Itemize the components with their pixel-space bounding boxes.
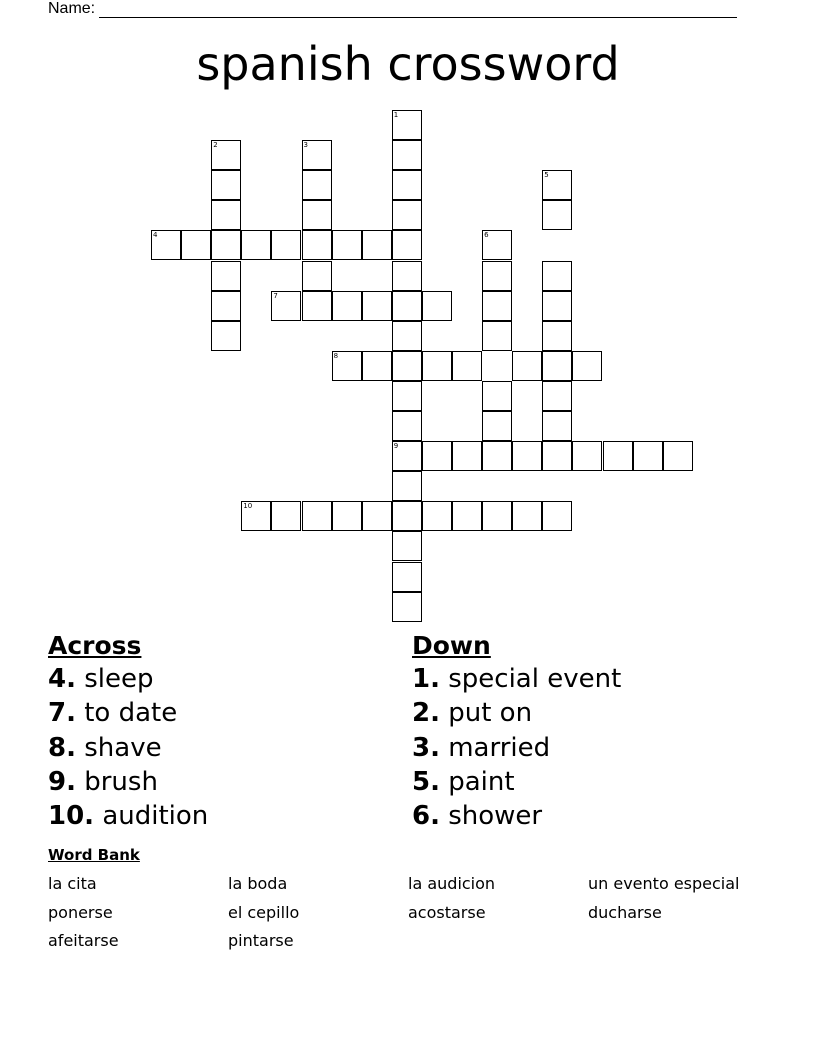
- crossword-cell[interactable]: [512, 351, 542, 381]
- crossword-cell[interactable]: [572, 351, 602, 381]
- crossword-cell[interactable]: [392, 321, 422, 351]
- cell-number: 3: [303, 141, 308, 150]
- word-bank-item: la audicion: [408, 874, 496, 893]
- crossword-cell[interactable]: [362, 291, 392, 321]
- crossword-cell[interactable]: [542, 170, 572, 200]
- crossword-cell[interactable]: [302, 230, 332, 260]
- clue-number: 1.: [412, 664, 440, 694]
- crossword-cell[interactable]: [392, 441, 422, 471]
- crossword-cell[interactable]: [392, 170, 422, 200]
- word-bank-item: ponerse: [48, 902, 113, 922]
- crossword-cell[interactable]: [211, 261, 241, 291]
- crossword-cell[interactable]: [422, 291, 452, 321]
- clue-number: 7.: [48, 698, 76, 729]
- across-clue: [48, 731, 208, 765]
- crossword-cell[interactable]: [542, 441, 572, 471]
- clue-text: put on: [439, 698, 533, 729]
- across-clue: [48, 696, 208, 730]
- crossword-cell[interactable]: [392, 351, 422, 381]
- clue-text: paint: [439, 766, 515, 797]
- name-label: Name:: [48, 0, 96, 17]
- cell-number: 1: [393, 111, 399, 119]
- crossword-cell[interactable]: [241, 501, 271, 531]
- crossword-cell[interactable]: [542, 501, 572, 531]
- across-heading: Across: [48, 631, 142, 660]
- word-bank-item: el cepillo: [228, 902, 300, 922]
- clue-number: 6.: [412, 801, 440, 832]
- crossword-cell[interactable]: [482, 321, 512, 351]
- crossword-cell[interactable]: [211, 291, 241, 321]
- crossword-cell[interactable]: [151, 230, 181, 260]
- crossword-cell[interactable]: [482, 441, 512, 471]
- across-clue: [48, 765, 208, 799]
- crossword-cell[interactable]: [392, 230, 422, 260]
- crossword-cell[interactable]: [241, 230, 271, 260]
- crossword-cell[interactable]: [362, 501, 392, 531]
- clue-number: 8.: [48, 732, 76, 763]
- crossword-cell[interactable]: [302, 200, 332, 230]
- clue-text: audition: [94, 801, 209, 832]
- word-bank-item: ducharse: [588, 902, 662, 922]
- crossword-cell[interactable]: [422, 501, 452, 531]
- crossword-cell[interactable]: [271, 291, 301, 321]
- down-clues: [412, 630, 621, 833]
- crossword-cell[interactable]: [332, 230, 362, 260]
- crossword-cell[interactable]: [392, 110, 422, 140]
- crossword-cell[interactable]: [482, 501, 512, 531]
- crossword-cell[interactable]: [392, 501, 422, 531]
- crossword-cell[interactable]: [211, 230, 241, 260]
- clue-text: sleep: [75, 664, 154, 694]
- crossword-cell[interactable]: [542, 381, 572, 411]
- crossword-cell[interactable]: [332, 291, 362, 321]
- crossword-cell[interactable]: [392, 411, 422, 441]
- crossword-cell[interactable]: [392, 200, 422, 230]
- word-bank-item: acostarse: [408, 902, 486, 922]
- crossword-cell[interactable]: [392, 291, 422, 321]
- across-clue: [48, 662, 208, 696]
- crossword-cell[interactable]: [211, 200, 241, 230]
- clue-text: shower: [439, 801, 543, 832]
- crossword-cell[interactable]: [542, 291, 572, 321]
- down-clue: [412, 696, 621, 730]
- crossword-cell[interactable]: [422, 351, 452, 381]
- crossword-cell[interactable]: [512, 441, 542, 471]
- clue-text: married: [439, 732, 551, 763]
- crossword-cell[interactable]: [452, 351, 482, 381]
- clue-number: 2.: [412, 698, 440, 729]
- clue-number: 10.: [48, 801, 95, 832]
- word-bank-item: la boda: [228, 874, 288, 893]
- crossword-cell[interactable]: [302, 261, 332, 291]
- crossword-cell[interactable]: [302, 501, 332, 531]
- crossword-cell[interactable]: [482, 411, 512, 441]
- crossword-cell[interactable]: [211, 140, 241, 170]
- crossword-cell[interactable]: [542, 321, 572, 351]
- crossword-cell[interactable]: [392, 531, 422, 561]
- crossword-cell[interactable]: [271, 230, 301, 260]
- clue-text: to date: [75, 698, 178, 729]
- clue-number: 3.: [412, 732, 440, 763]
- cell-number: 6: [484, 231, 489, 240]
- crossword-cell[interactable]: [542, 261, 572, 291]
- clue-number: 9.: [48, 766, 76, 797]
- clue-text: special event: [439, 664, 622, 694]
- crossword-cell[interactable]: [392, 562, 422, 592]
- crossword-cell[interactable]: [452, 501, 482, 531]
- crossword-cell[interactable]: [362, 230, 392, 260]
- clue-number: 4.: [48, 664, 76, 694]
- crossword-cell[interactable]: [211, 170, 241, 200]
- crossword-cell[interactable]: [603, 441, 633, 471]
- crossword-cell[interactable]: [482, 381, 512, 411]
- crossword-cell[interactable]: [452, 441, 482, 471]
- page-title: spanish crossword: [196, 37, 620, 91]
- crossword-cell[interactable]: [482, 230, 512, 260]
- crossword-cell[interactable]: [271, 501, 301, 531]
- cell-number: 9: [393, 442, 399, 451]
- cell-number: 7: [273, 291, 278, 300]
- crossword-cell[interactable]: [663, 441, 693, 471]
- down-clue: [412, 799, 621, 833]
- crossword-cell[interactable]: [392, 592, 422, 622]
- crossword-cell[interactable]: [482, 291, 512, 321]
- down-clue: [412, 765, 621, 799]
- cell-number: 8: [333, 351, 339, 360]
- crossword-cell[interactable]: [542, 411, 572, 441]
- crossword-cell[interactable]: [572, 441, 602, 471]
- crossword-cell[interactable]: [211, 321, 241, 351]
- cell-number: 5: [544, 171, 549, 180]
- word-bank-title: Word Bank: [48, 846, 140, 864]
- crossword-cell[interactable]: [482, 261, 512, 291]
- clue-number: 5.: [412, 766, 440, 797]
- clue-text: shave: [75, 732, 162, 763]
- crossword-cell[interactable]: [422, 441, 452, 471]
- down-clue: [412, 662, 621, 696]
- down-heading: Down: [412, 631, 491, 660]
- crossword-cell[interactable]: [392, 381, 422, 411]
- across-clues: [48, 630, 208, 833]
- cell-number: 2: [213, 141, 218, 150]
- crossword-cell[interactable]: [542, 351, 572, 381]
- word-bank-item: pintarse: [228, 931, 294, 950]
- crossword-cell[interactable]: [362, 351, 392, 381]
- crossword-cell[interactable]: [302, 140, 332, 170]
- word-bank-item: un evento especial: [588, 874, 740, 893]
- cell-number: 10: [243, 502, 253, 511]
- crossword-cell[interactable]: [392, 471, 422, 501]
- crossword-cell[interactable]: [392, 140, 422, 170]
- cell-number: 4: [153, 231, 158, 240]
- crossword-cell[interactable]: [302, 170, 332, 200]
- crossword-cell[interactable]: [332, 501, 362, 531]
- crossword-cell[interactable]: [181, 230, 211, 260]
- crossword-cell[interactable]: [302, 291, 332, 321]
- crossword-cell[interactable]: [512, 501, 542, 531]
- down-clue: [412, 731, 621, 765]
- crossword-cell[interactable]: [542, 200, 572, 230]
- word-bank-item: afeitarse: [48, 931, 119, 950]
- clue-text: brush: [75, 766, 158, 797]
- across-clue: [48, 799, 208, 833]
- crossword-cell[interactable]: [332, 351, 362, 381]
- crossword-cell[interactable]: [392, 261, 422, 291]
- word-bank-item: la cita: [48, 874, 97, 893]
- crossword-cell[interactable]: [633, 441, 663, 471]
